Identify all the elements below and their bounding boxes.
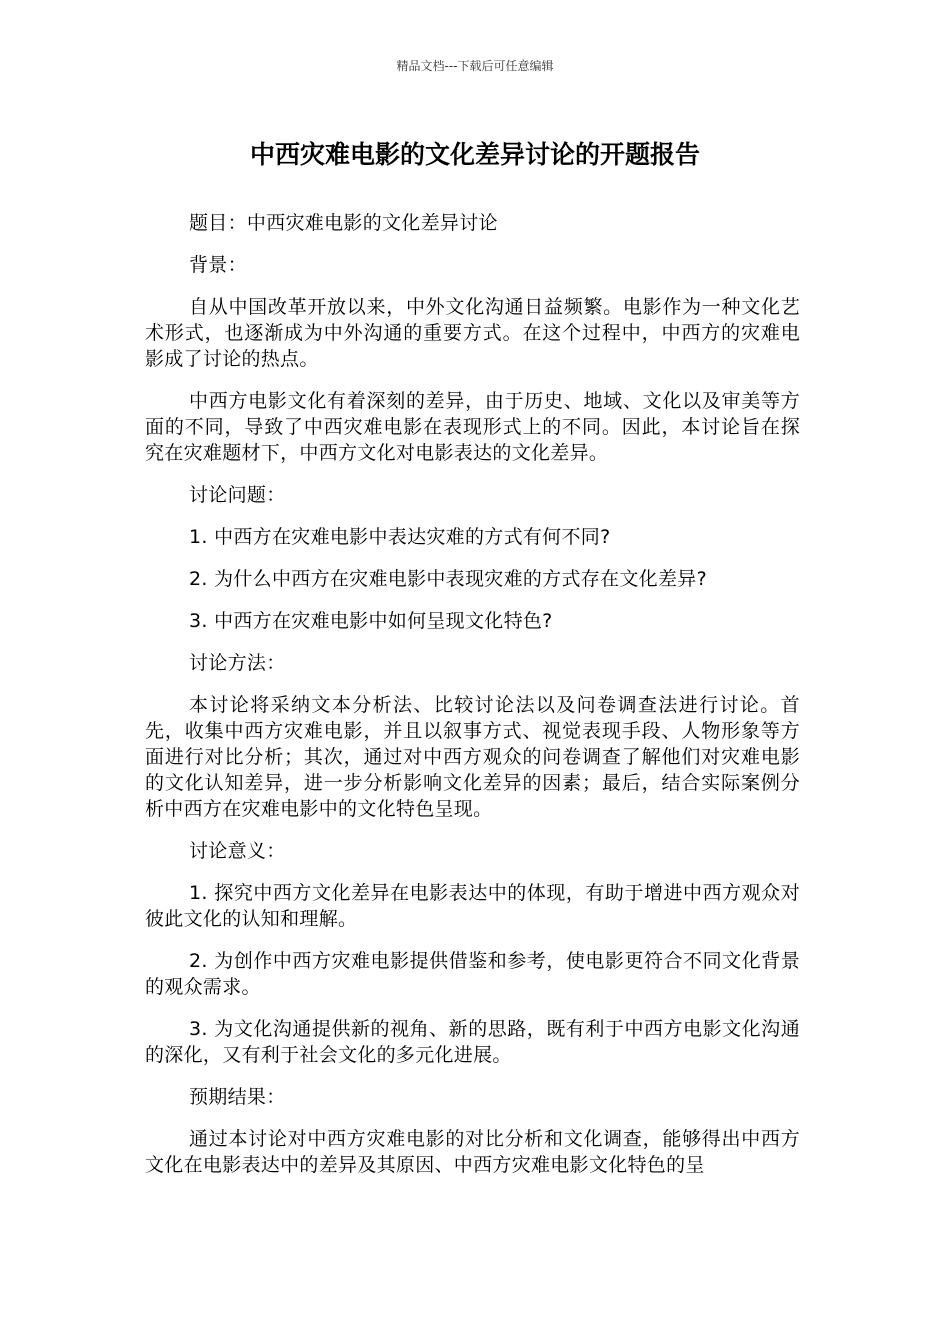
background-heading: 背景： [189,254,247,276]
question-item-3: 3. 中西方在灾难电影中如何呈现文化特色? [189,610,553,632]
methods-heading: 讨论方法： [189,652,286,674]
document-title: 中西灾难电影的文化差异讨论的开题报告 [249,140,700,169]
questions-heading: 讨论问题： [189,484,286,506]
expected-results-paragraph: 通过本讨论对中西方灾难电影的对比分析和文化调查，能够得出中西方文化在电影表达中的差异及其原因、中西方灾难电影文化特色的呈 [145,1128,800,1176]
document-body [145,210,800,1194]
question-item-2: 2. 为什么中西方在灾难电影中表现灾难的方式存在文化差异? [189,568,707,590]
methods-paragraph: 本讨论将采纳文本分析法、比较讨论法以及问卷调查法进行讨论。首先，收集中西方灾难电影，并且以叙事方式、视觉表现手段、人物形象等方面进行对比分析；其次，通过对中西方观众的问卷调查了解他们对灾难电影的文化认知差异，进一步分析影响文化差异的因素；最后，结合实际案例分析中西方在灾难电影中的文化特色呈现。 [145,694,800,820]
topic-line: 题目：中西灾难电影的文化差异讨论 [189,212,498,234]
background-paragraph-1: 自从中国改革开放以来，中外文化沟通日益频繁。电影作为一种文化艺术形式，也逐渐成为中外沟通的重要方式。在这个过程中，中西方的灾难电影成了讨论的热点。 [145,296,800,370]
background-paragraph-2: 中西方电影文化有着深刻的差异，由于历史、地域、文化以及审美等方面的不同，导致了中西灾难电影在表现形式上的不同。因此，本讨论旨在探究在灾难题材下，中西方文化对电影表达的文化差异。 [145,390,800,464]
header-note: 精品文档---下载后可任意编辑 [396,59,554,73]
question-item-1: 1. 中西方在灾难电影中表达灾难的方式有何不同? [189,526,611,548]
expected-results-heading: 预期结果： [189,1086,286,1108]
significance-item-3: 3. 为文化沟通提供新的视角、新的思路，既有利于中西方电影文化沟通的深化，又有利于社会文化的多元化进展。 [145,1018,800,1066]
significance-item-2: 2. 为创作中西方灾难电影提供借鉴和参考，使电影更符合不同文化背景的观众需求。 [145,950,800,998]
significance-heading: 讨论意义： [189,840,286,862]
significance-item-1: 1. 探究中西方文化差异在电影表达中的体现，有助于增进中西方观众对彼此文化的认知和理解。 [145,882,800,930]
